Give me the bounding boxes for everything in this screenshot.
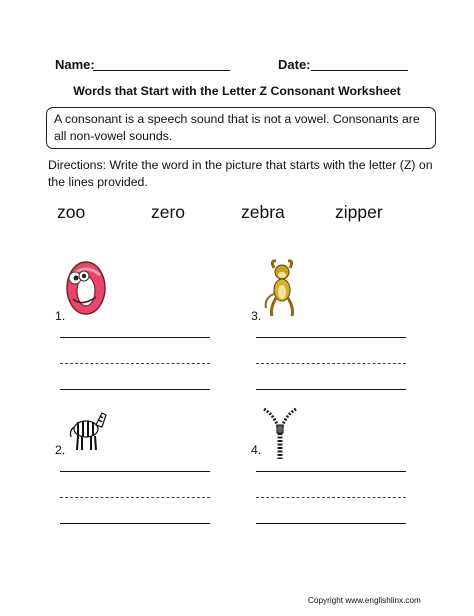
definition-text: A consonant is a speech sound that is not a vowel. Consonants are all non-vowel sounds. [54, 112, 420, 143]
directions-text: Directions: Write the word in the picture that starts with the letter (Z) on the lines provided. [48, 158, 433, 189]
item-1-top-line[interactable] [60, 337, 210, 338]
monkey-icon [262, 258, 302, 322]
item-4-mid-line[interactable] [256, 497, 406, 498]
name-label: Name: [55, 57, 95, 72]
item-3-bottom-line[interactable] [256, 389, 406, 390]
zipper-icon [260, 405, 300, 461]
item-2-number: 2. [55, 443, 66, 457]
item-3-number: 3. [251, 309, 262, 323]
date-line[interactable] [311, 70, 408, 71]
item-3-top-line[interactable] [256, 337, 406, 338]
zebra-icon [66, 405, 108, 453]
worksheet-title: Words that Start with the Letter Z Consonant Worksheet [73, 84, 401, 98]
item-4-bottom-line[interactable] [256, 523, 406, 524]
item-3-mid-line[interactable] [256, 363, 406, 364]
item-2-top-line[interactable] [60, 471, 210, 472]
word-bank-zero: zero [151, 202, 186, 222]
word-bank-zoo: zoo [57, 202, 86, 222]
item-1-bottom-line[interactable] [60, 389, 210, 390]
item-2-bottom-line[interactable] [60, 523, 210, 524]
item-2-mid-line[interactable] [60, 497, 210, 498]
item-1-number: 1. [55, 309, 66, 323]
name-line[interactable] [93, 70, 230, 71]
word-bank-zipper: zipper [335, 202, 383, 222]
item-1-mid-line[interactable] [60, 363, 210, 364]
item-4-number: 4. [251, 443, 262, 457]
date-label: Date: [278, 57, 311, 72]
word-bank-zebra: zebra [241, 202, 285, 222]
zero-icon [62, 255, 110, 319]
item-4-top-line[interactable] [256, 471, 406, 472]
copyright-text: Copyright www.englishlinx.com [308, 596, 421, 605]
